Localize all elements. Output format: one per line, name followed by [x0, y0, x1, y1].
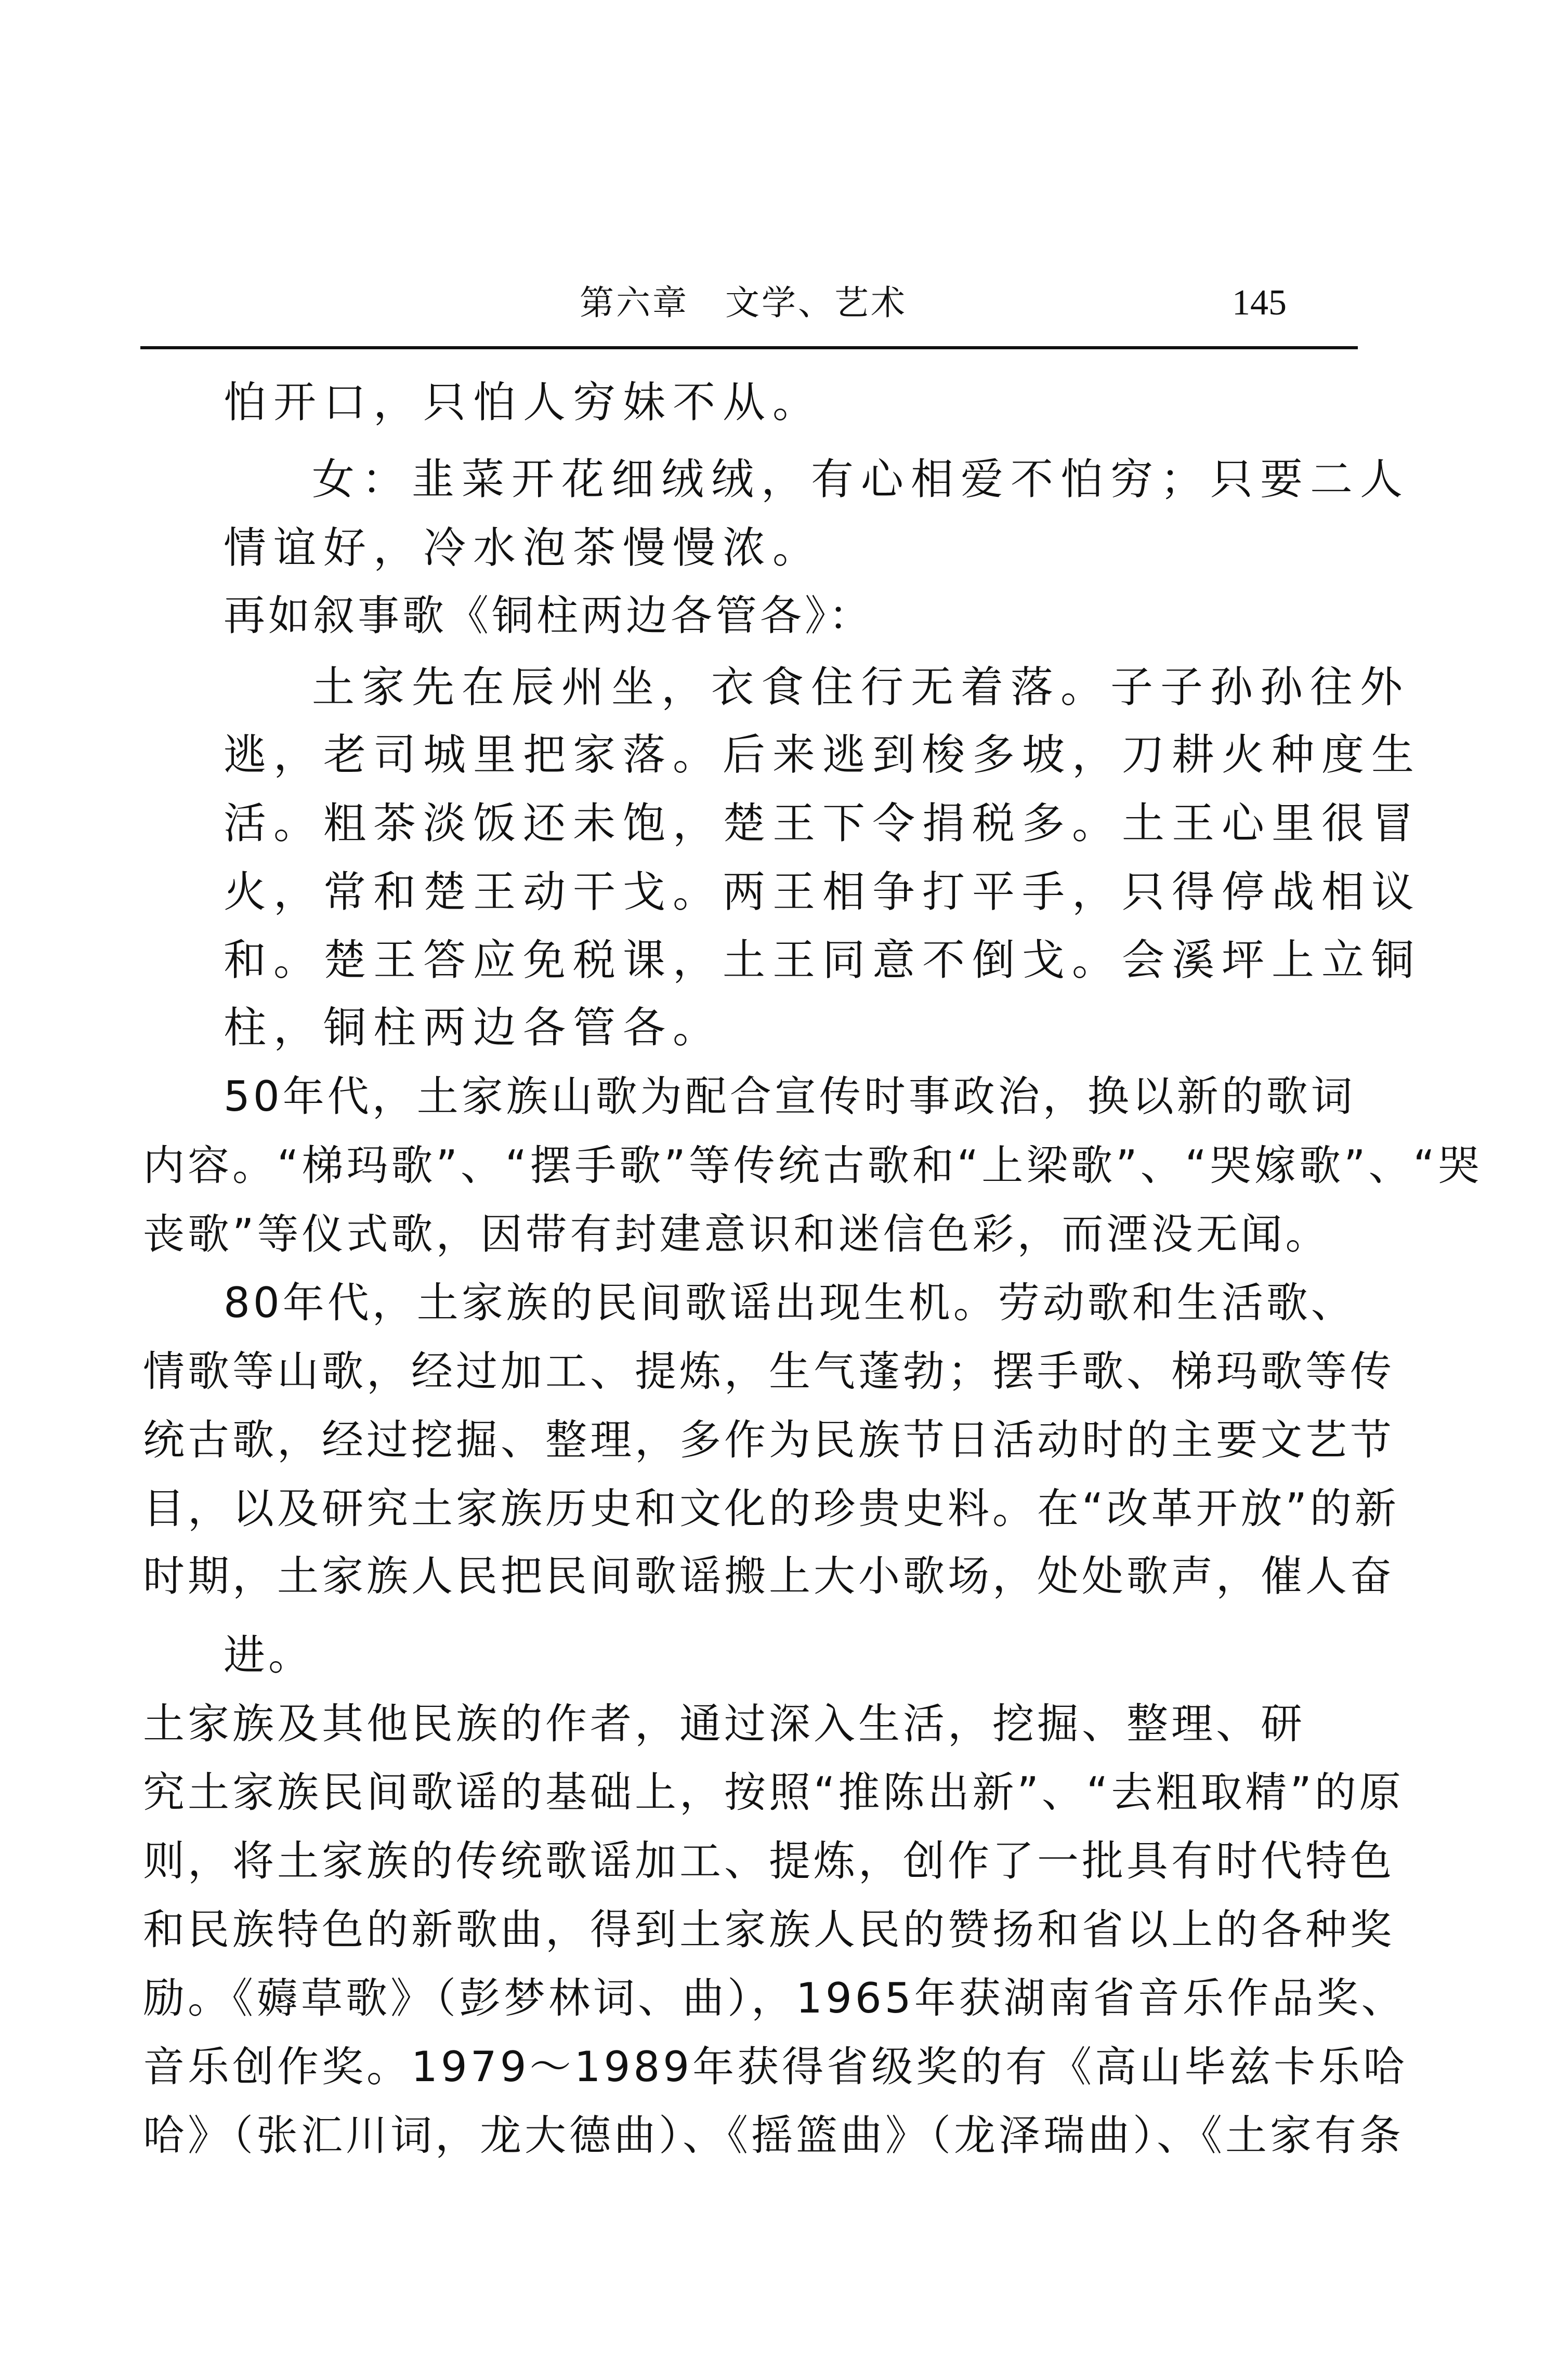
verse-line: 逃，老司城里把家落。后来逃到梭多坡，刀耕火种度生: [224, 730, 1422, 780]
prose-line: 时期，土家族人民把民间歌谣搬上大小歌场，处处歌声，催人奋: [143, 1552, 1395, 1600]
verse-line: 女：韭菜开花细绒绒，有心相爱不怕穷；只要二人: [312, 455, 1410, 504]
prose-line: 则，将土家族的传统歌谣加工、提炼，创作了一批具有时代特色: [143, 1837, 1395, 1885]
verse-line: 怕开口，只怕人穷妹不从。: [224, 378, 823, 427]
prose-line: 情歌等山歌，经过加工、提炼，生气蓬勃；摆手歌、梯玛歌等传: [143, 1347, 1395, 1396]
prose-line: 土家族及其他民族的作者，通过深入生活，挖掘、整理、研: [143, 1700, 1305, 1748]
prose-line: 再如叙事歌《铜柱两边各管各》：: [224, 591, 873, 640]
prose-line: 励。《薅草歌》（彭梦林词、曲），1965年获湖南省音乐作品奖、: [143, 1974, 1406, 2022]
verse-line: 柱，铜柱两边各管各。: [224, 1003, 723, 1053]
verse-line: 和。楚王答应免税课，土王同意不倒戈。会溪坪上立铜: [224, 936, 1422, 985]
prose-line: 究土家族民间歌谣的基础上，按照“推陈出新”、“去粗取精”的原: [143, 1768, 1404, 1817]
verse-line: 情谊好，冷水泡茶慢慢浓。: [224, 523, 823, 573]
prose-line: 50年代，土家族山歌为配合宣传时事政治，换以新的歌词: [224, 1072, 1356, 1121]
header-rule: [140, 346, 1358, 349]
verse-line: 土家先在辰州坐，衣食住行无着落。子子孙孙往外: [312, 663, 1410, 712]
prose-line: 统古歌，经过挖掘、整理，多作为民族节日活动时的主要文艺节: [143, 1416, 1395, 1464]
prose-line: 哈》（张汇川词，龙大德曲）、《摇篮曲》（龙泽瑞曲）、《土家有条: [143, 2111, 1404, 2160]
verse-line: 火，常和楚王动干戈。两王相争打平手，只得停战相议: [224, 867, 1422, 917]
prose-line: 和民族特色的新歌曲，得到土家族人民的赞扬和省以上的各种奖: [143, 1905, 1395, 1954]
running-head-chapter-title: 第六章 文学、艺术: [580, 283, 907, 323]
page-number: 145: [1232, 283, 1287, 323]
verse-line: 活。粗茶淡饭还未饱，楚王下令捐税多。土王心里很冒: [224, 799, 1422, 848]
prose-line: 80年代，土家族的民间歌谣出现生机。劳动歌和生活歌、: [224, 1279, 1356, 1327]
prose-line: 目，以及研究土家族历史和文化的珍贵史料。在“改革开放”的新: [143, 1484, 1399, 1533]
prose-line: 内容。“梯玛歌”、“摆手歌”等传统古歌和“上梁歌”、“哭嫁歌”、“哭: [143, 1141, 1483, 1190]
prose-line: 音乐创作奖。1979～1989年获得省级奖的有《高山毕兹卡乐哈: [143, 2043, 1408, 2091]
prose-line: 进。: [224, 1631, 313, 1679]
prose-line: 丧歌”等仪式歌，因带有封建意识和迷信色彩，而湮没无闻。: [143, 1210, 1330, 1258]
